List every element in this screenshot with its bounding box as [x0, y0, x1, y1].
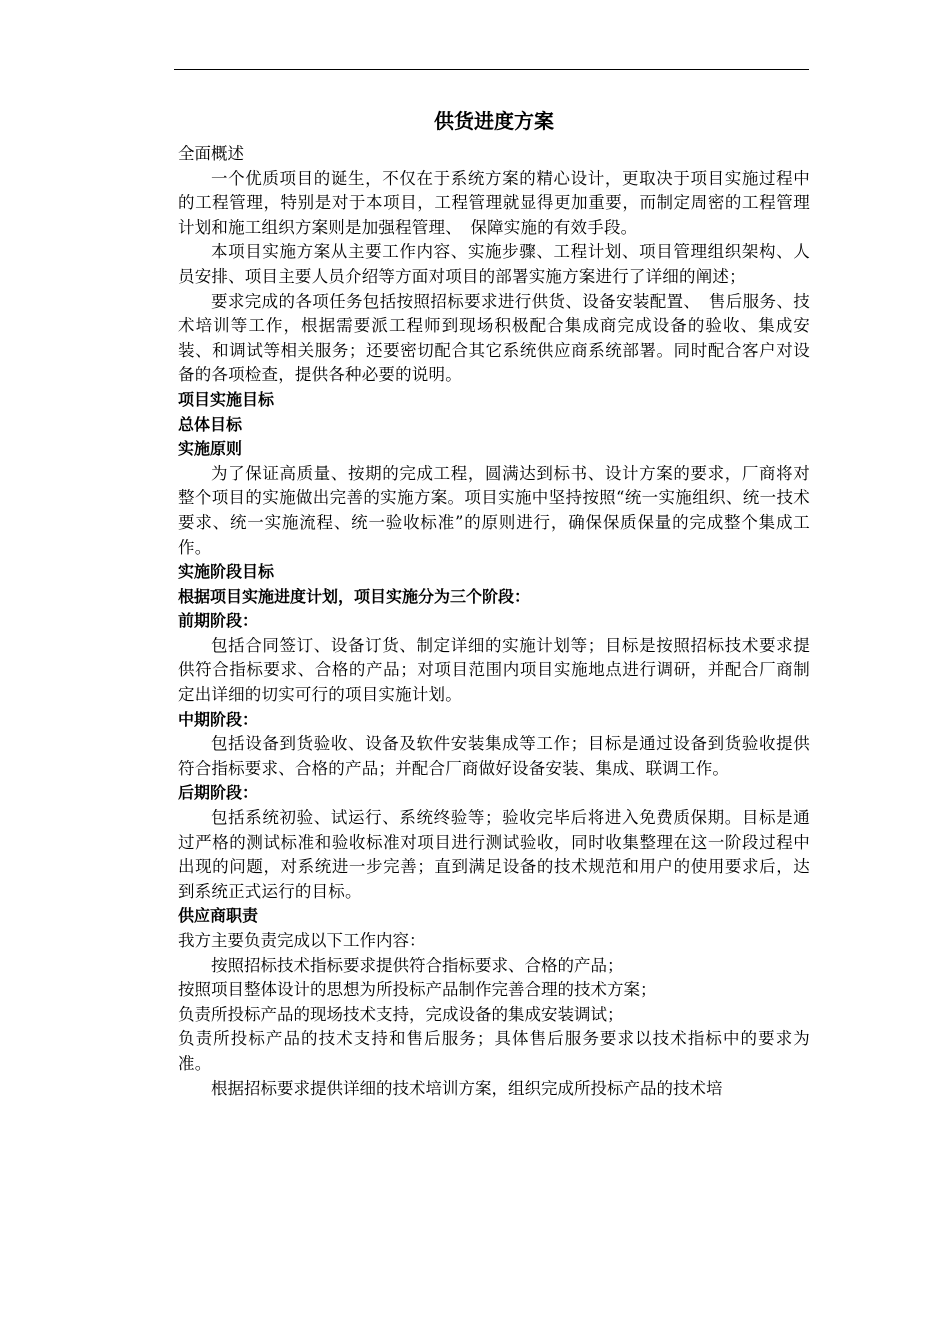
overview-paragraph-1: 一个优质项目的诞生，不仅在于系统方案的精心设计，更取决于项目实施过程中的工程管理，特别是对于本项目，工程管理就显得更加重要，而制定周密的工程管理计划和施工组织方案则是加强程管理、 保障实施的有效手段。	[178, 168, 810, 237]
heading-project-goals: 项目实施目标	[178, 389, 275, 409]
heading-stage-intro: 根据项目实施进度计划，项目实施分为三个阶段：	[178, 586, 531, 606]
supplier-item-4: 负责所投标产品的技术支持和售后服务；具体售后服务要求以技术指标中的要求为准。	[178, 1029, 810, 1073]
stage-label-middle: 中期阶段：	[178, 709, 259, 729]
stage-text-late: 包括系统初验、试运行、系统终验等；验收完毕后将进入免费质保期。目标是通过严格的测试标准和验收标准对项目进行测试验收，同时收集整理在这一阶段过程中出现的问题，对系统进一步完善；直到满足设备的技术规范和用户的使用要求后，达到系统正式运行的目标。	[178, 808, 810, 901]
supplier-item-2: 按照项目整体设计的思想为所投标产品制作完善合理的技术方案；	[178, 980, 657, 1000]
document-body	[178, 104, 810, 1101]
supplier-intro: 我方主要负责完成以下工作内容：	[178, 931, 426, 950]
stage-text-early: 包括合同签订、设备订货、制定详细的实施计划等；目标是按照招标技术要求提供符合指标要求、合格的产品；对项目范围内项目实施地点进行调研，并配合厂商制定出详细的切实可行的项目实施计划。	[178, 635, 810, 705]
document-title: 供货进度方案	[434, 109, 554, 133]
overview-label: 全面概述	[178, 144, 244, 163]
overview-paragraph-3: 要求完成的各项任务包括按照招标要求进行供货、设备安装配置、 售后服务、技术培训等工作，根据需要派工程师到现场积极配合集成商完成设备的验收、集成安装、和调试等相关服务；还要密切配合其它系统供应商系统部署。同时配合客户对设备的各项检查，提供各种必要的说明。	[178, 291, 810, 385]
supplier-item-1: 按照招标技术指标要求提供符合指标要求、合格的产品；	[211, 955, 624, 975]
stage-text-middle: 包括设备到货验收、设备及软件安装集成等工作；目标是通过设备到货验收提供符合指标要求、合格的产品；并配合厂商做好设备安装、集成、联调工作。	[178, 734, 810, 778]
stage-label-early: 前期阶段：	[178, 611, 259, 631]
heading-stage-goals: 实施阶段目标	[178, 562, 275, 582]
stage-label-late: 后期阶段：	[178, 783, 259, 803]
supplier-item-3: 负责所投标产品的现场技术支持，完成设备的集成安装调试；	[178, 1004, 624, 1024]
header-rule	[174, 69, 809, 70]
supplier-item-5: 根据招标要求提供详细的技术培训方案，组织完成所投标产品的技术培	[211, 1078, 723, 1098]
principle-paragraph: 为了保证高质量、按期的完成工程，圆满达到标书、设计方案的要求，厂商将对整个项目的实施做出完善的实施方案。项目实施中坚持按照“统一实施组织、统一技术要求、统一实施流程、统一验收标准”的原则进行，确保保质保量的完成整个集成工作。	[178, 463, 810, 557]
overview-paragraph-2: 本项目实施方案从主要工作内容、实施步骤、工程计划、项目管理组织架构、人员安排、项目主要人员介绍等方面对项目的部署实施方案进行了详细的阐述；	[178, 242, 810, 286]
heading-supplier-duties: 供应商职责	[178, 906, 259, 926]
heading-principle: 实施原则	[178, 439, 243, 459]
heading-overall-goal: 总体目标	[178, 414, 243, 434]
